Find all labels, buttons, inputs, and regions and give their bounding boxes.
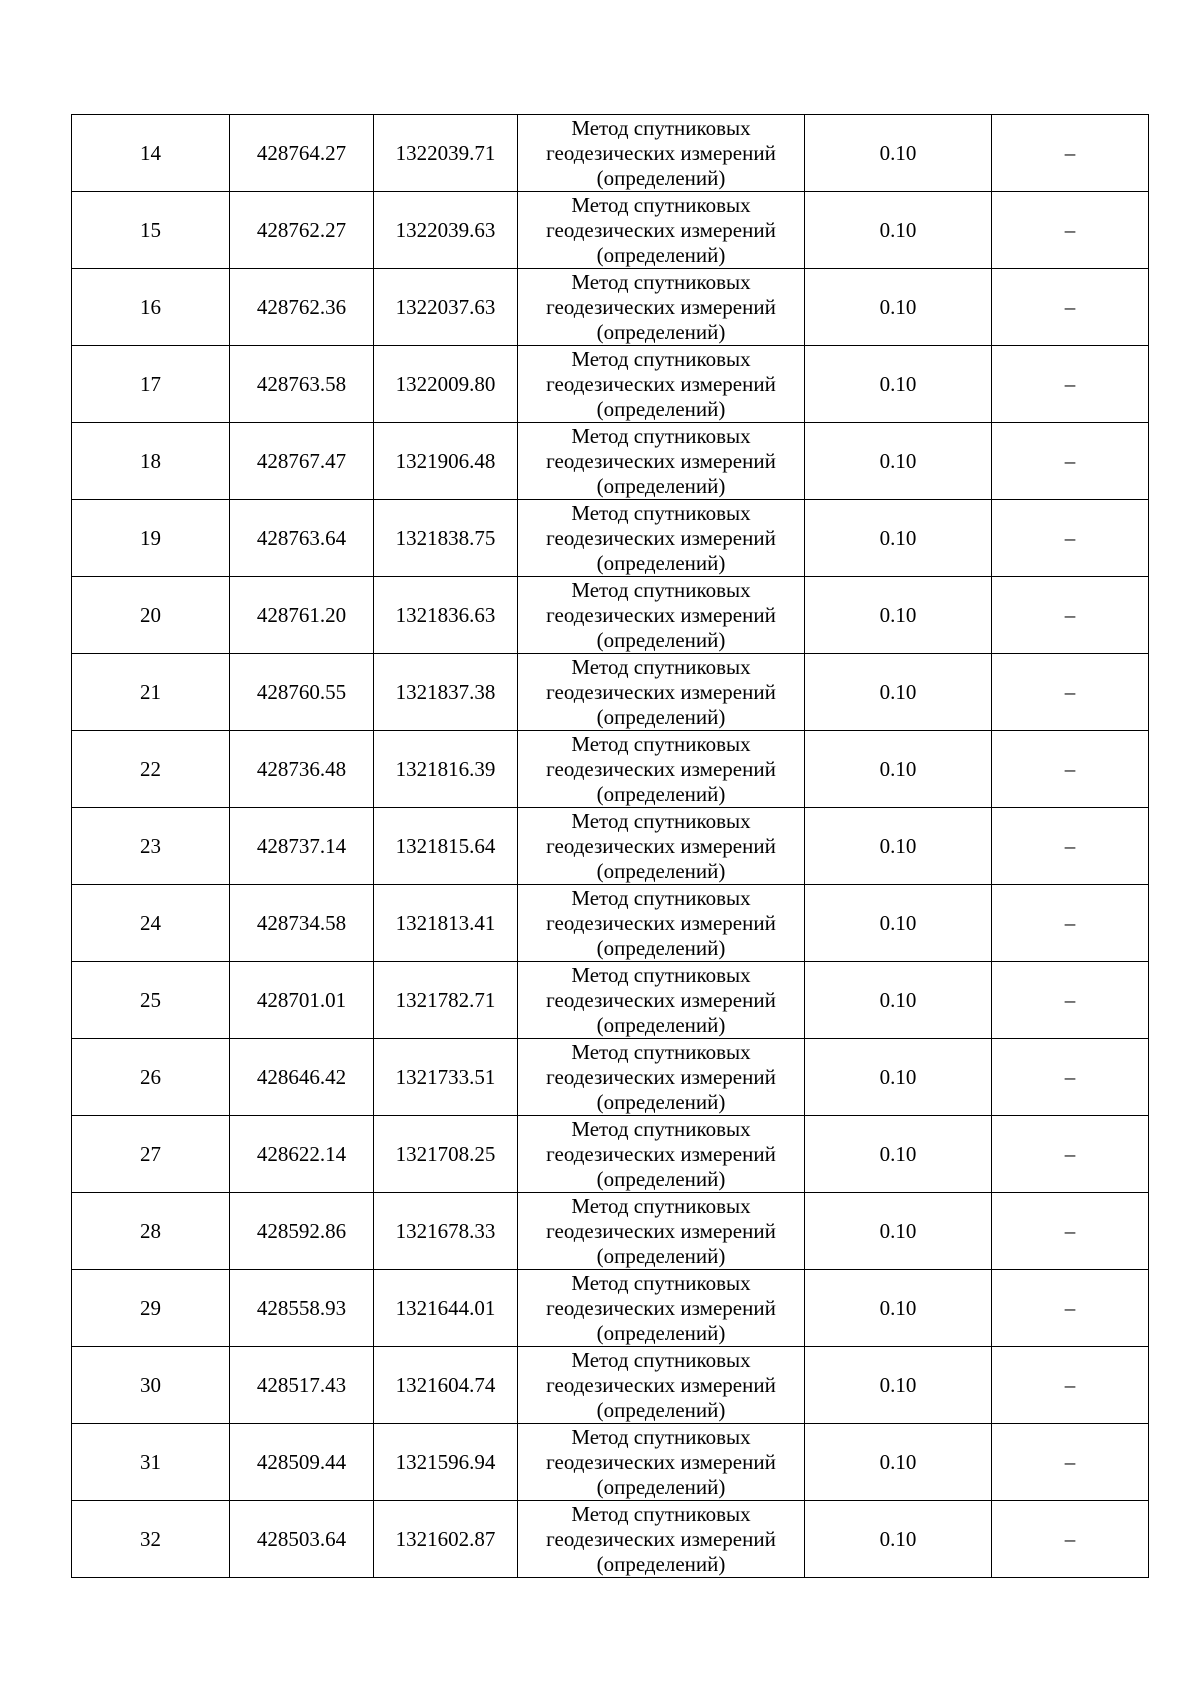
note-cell: – [992, 885, 1149, 962]
point-number-cell: 29 [72, 1270, 230, 1347]
x-coordinate-cell: 428760.55 [230, 654, 374, 731]
method-text-line: (определений) [596, 781, 726, 806]
method-cell [518, 962, 805, 1039]
method-text-line: Метод спутниковых [571, 500, 751, 525]
method-text-line: геодезических измерений [546, 525, 776, 550]
method-text-line: Метод спутниковых [571, 1424, 751, 1449]
method-text-line: геодезических измерений [546, 679, 776, 704]
method-cell [518, 577, 805, 654]
method-text-line: Метод спутниковых [571, 1039, 751, 1064]
method-cell [518, 1270, 805, 1347]
y-coordinate-cell: 1321604.74 [374, 1347, 518, 1424]
method-cell [518, 654, 805, 731]
note-cell: – [992, 115, 1149, 192]
method-text-line: Метод спутниковых [571, 1193, 751, 1218]
note-cell: – [992, 731, 1149, 808]
y-coordinate-cell: 1321644.01 [374, 1270, 518, 1347]
method-text-line: геодезических измерений [546, 602, 776, 627]
method-text-line: Метод спутниковых [571, 1116, 751, 1141]
note-cell: – [992, 1116, 1149, 1193]
method-cell [518, 1424, 805, 1501]
method-text-line: (определений) [596, 1320, 726, 1345]
method-cell [518, 1039, 805, 1116]
method-text-line: геодезических измерений [546, 294, 776, 319]
y-coordinate-cell: 1322039.71 [374, 115, 518, 192]
point-number-cell: 19 [72, 500, 230, 577]
note-cell: – [992, 1424, 1149, 1501]
coordinates-table [71, 114, 1149, 1578]
x-coordinate-cell: 428592.86 [230, 1193, 374, 1270]
method-cell [518, 1501, 805, 1578]
point-number-cell: 26 [72, 1039, 230, 1116]
method-text-line: Метод спутниковых [571, 192, 751, 217]
method-text-line: геодезических измерений [546, 1295, 776, 1320]
point-number-cell: 22 [72, 731, 230, 808]
method-text-line: геодезических измерений [546, 833, 776, 858]
y-coordinate-cell: 1321836.63 [374, 577, 518, 654]
y-coordinate-cell: 1321733.51 [374, 1039, 518, 1116]
y-coordinate-cell: 1321678.33 [374, 1193, 518, 1270]
accuracy-cell: 0.10 [805, 269, 992, 346]
x-coordinate-cell: 428764.27 [230, 115, 374, 192]
method-text-line: Метод спутниковых [571, 654, 751, 679]
point-number-cell: 27 [72, 1116, 230, 1193]
method-text-line: Метод спутниковых [571, 808, 751, 833]
method-cell [518, 808, 805, 885]
method-text-line: геодезических измерений [546, 1064, 776, 1089]
y-coordinate-cell: 1321708.25 [374, 1116, 518, 1193]
accuracy-cell: 0.10 [805, 1116, 992, 1193]
note-cell: – [992, 962, 1149, 1039]
accuracy-cell: 0.10 [805, 1347, 992, 1424]
accuracy-cell: 0.10 [805, 577, 992, 654]
x-coordinate-cell: 428503.64 [230, 1501, 374, 1578]
y-coordinate-cell: 1321813.41 [374, 885, 518, 962]
y-coordinate-cell: 1321782.71 [374, 962, 518, 1039]
method-text-line: геодезических измерений [546, 217, 776, 242]
y-coordinate-cell: 1322009.80 [374, 346, 518, 423]
point-number-cell: 16 [72, 269, 230, 346]
method-text-line: Метод спутниковых [571, 731, 751, 756]
method-text-line: Метод спутниковых [571, 1501, 751, 1526]
method-text-line: Метод спутниковых [571, 577, 751, 602]
table-row [72, 885, 1149, 962]
method-text-line: геодезических измерений [546, 1372, 776, 1397]
method-text-line: Метод спутниковых [571, 115, 751, 140]
table-row [72, 808, 1149, 885]
method-text-line: Метод спутниковых [571, 423, 751, 448]
x-coordinate-cell: 428509.44 [230, 1424, 374, 1501]
method-text-line: геодезических измерений [546, 1218, 776, 1243]
note-cell: – [992, 1501, 1149, 1578]
point-number-cell: 21 [72, 654, 230, 731]
accuracy-cell: 0.10 [805, 885, 992, 962]
method-cell [518, 500, 805, 577]
method-cell [518, 115, 805, 192]
note-cell: – [992, 500, 1149, 577]
method-text-line: Метод спутниковых [571, 962, 751, 987]
x-coordinate-cell: 428558.93 [230, 1270, 374, 1347]
note-cell: – [992, 808, 1149, 885]
method-text-line: (определений) [596, 473, 726, 498]
method-text-line: (определений) [596, 1243, 726, 1268]
table-row [72, 423, 1149, 500]
table-row [72, 269, 1149, 346]
x-coordinate-cell: 428734.58 [230, 885, 374, 962]
point-number-cell: 30 [72, 1347, 230, 1424]
table-row [72, 1193, 1149, 1270]
y-coordinate-cell: 1322037.63 [374, 269, 518, 346]
table-row [72, 346, 1149, 423]
note-cell: – [992, 654, 1149, 731]
accuracy-cell: 0.10 [805, 962, 992, 1039]
accuracy-cell: 0.10 [805, 1039, 992, 1116]
note-cell: – [992, 1039, 1149, 1116]
point-number-cell: 32 [72, 1501, 230, 1578]
accuracy-cell: 0.10 [805, 808, 992, 885]
point-number-cell: 17 [72, 346, 230, 423]
method-cell [518, 346, 805, 423]
x-coordinate-cell: 428762.36 [230, 269, 374, 346]
method-text-line: (определений) [596, 242, 726, 267]
method-cell [518, 1347, 805, 1424]
method-text-line: (определений) [596, 1474, 726, 1499]
x-coordinate-cell: 428763.64 [230, 500, 374, 577]
x-coordinate-cell: 428737.14 [230, 808, 374, 885]
table-row [72, 1347, 1149, 1424]
table-row [72, 500, 1149, 577]
note-cell: – [992, 1270, 1149, 1347]
method-text-line: (определений) [596, 1012, 726, 1037]
point-number-cell: 14 [72, 115, 230, 192]
table-row [72, 1116, 1149, 1193]
accuracy-cell: 0.10 [805, 423, 992, 500]
method-text-line: геодезических измерений [546, 987, 776, 1012]
method-cell [518, 269, 805, 346]
note-cell: – [992, 192, 1149, 269]
accuracy-cell: 0.10 [805, 731, 992, 808]
y-coordinate-cell: 1321837.38 [374, 654, 518, 731]
note-cell: – [992, 423, 1149, 500]
method-text-line: (определений) [596, 550, 726, 575]
x-coordinate-cell: 428622.14 [230, 1116, 374, 1193]
accuracy-cell: 0.10 [805, 500, 992, 577]
table-row [72, 1039, 1149, 1116]
y-coordinate-cell: 1322039.63 [374, 192, 518, 269]
x-coordinate-cell: 428763.58 [230, 346, 374, 423]
method-text-line: геодезических измерений [546, 756, 776, 781]
method-cell [518, 192, 805, 269]
method-text-line: (определений) [596, 396, 726, 421]
y-coordinate-cell: 1321602.87 [374, 1501, 518, 1578]
method-text-line: (определений) [596, 1089, 726, 1114]
note-cell: – [992, 346, 1149, 423]
y-coordinate-cell: 1321596.94 [374, 1424, 518, 1501]
accuracy-cell: 0.10 [805, 1501, 992, 1578]
method-text-line: Метод спутниковых [571, 346, 751, 371]
point-number-cell: 18 [72, 423, 230, 500]
y-coordinate-cell: 1321838.75 [374, 500, 518, 577]
method-text-line: Метод спутниковых [571, 269, 751, 294]
method-text-line: (определений) [596, 1166, 726, 1191]
method-text-line: Метод спутниковых [571, 885, 751, 910]
x-coordinate-cell: 428762.27 [230, 192, 374, 269]
method-text-line: геодезических измерений [546, 1526, 776, 1551]
method-text-line: Метод спутниковых [571, 1270, 751, 1295]
y-coordinate-cell: 1321906.48 [374, 423, 518, 500]
table-row [72, 1270, 1149, 1347]
note-cell: – [992, 1347, 1149, 1424]
x-coordinate-cell: 428761.20 [230, 577, 374, 654]
method-text-line: (определений) [596, 319, 726, 344]
note-cell: – [992, 1193, 1149, 1270]
method-text-line: Метод спутниковых [571, 1347, 751, 1372]
table-row [72, 1501, 1149, 1578]
accuracy-cell: 0.10 [805, 1270, 992, 1347]
x-coordinate-cell: 428736.48 [230, 731, 374, 808]
table-row [72, 115, 1149, 192]
point-number-cell: 23 [72, 808, 230, 885]
x-coordinate-cell: 428701.01 [230, 962, 374, 1039]
table-row [72, 731, 1149, 808]
table-row [72, 577, 1149, 654]
method-cell [518, 1116, 805, 1193]
table-row [72, 962, 1149, 1039]
method-text-line: (определений) [596, 704, 726, 729]
method-text-line: (определений) [596, 935, 726, 960]
table-row [72, 654, 1149, 731]
accuracy-cell: 0.10 [805, 346, 992, 423]
method-cell [518, 1193, 805, 1270]
accuracy-cell: 0.10 [805, 192, 992, 269]
method-cell [518, 423, 805, 500]
method-text-line: геодезических измерений [546, 1449, 776, 1474]
point-number-cell: 15 [72, 192, 230, 269]
point-number-cell: 20 [72, 577, 230, 654]
method-text-line: геодезических измерений [546, 448, 776, 473]
point-number-cell: 25 [72, 962, 230, 1039]
method-text-line: геодезических измерений [546, 371, 776, 396]
note-cell: – [992, 269, 1149, 346]
x-coordinate-cell: 428646.42 [230, 1039, 374, 1116]
table-row [72, 1424, 1149, 1501]
point-number-cell: 24 [72, 885, 230, 962]
accuracy-cell: 0.10 [805, 654, 992, 731]
method-text-line: геодезических измерений [546, 140, 776, 165]
method-text-line: (определений) [596, 1397, 726, 1422]
y-coordinate-cell: 1321816.39 [374, 731, 518, 808]
accuracy-cell: 0.10 [805, 1424, 992, 1501]
x-coordinate-cell: 428767.47 [230, 423, 374, 500]
point-number-cell: 31 [72, 1424, 230, 1501]
table-row [72, 192, 1149, 269]
method-text-line: (определений) [596, 1551, 726, 1576]
note-cell: – [992, 577, 1149, 654]
method-cell [518, 731, 805, 808]
accuracy-cell: 0.10 [805, 1193, 992, 1270]
accuracy-cell: 0.10 [805, 115, 992, 192]
coordinates-table-body [72, 115, 1149, 1578]
x-coordinate-cell: 428517.43 [230, 1347, 374, 1424]
method-text-line: (определений) [596, 165, 726, 190]
method-text-line: геодезических измерений [546, 1141, 776, 1166]
method-cell [518, 885, 805, 962]
y-coordinate-cell: 1321815.64 [374, 808, 518, 885]
point-number-cell: 28 [72, 1193, 230, 1270]
method-text-line: (определений) [596, 858, 726, 883]
method-text-line: геодезических измерений [546, 910, 776, 935]
method-text-line: (определений) [596, 627, 726, 652]
